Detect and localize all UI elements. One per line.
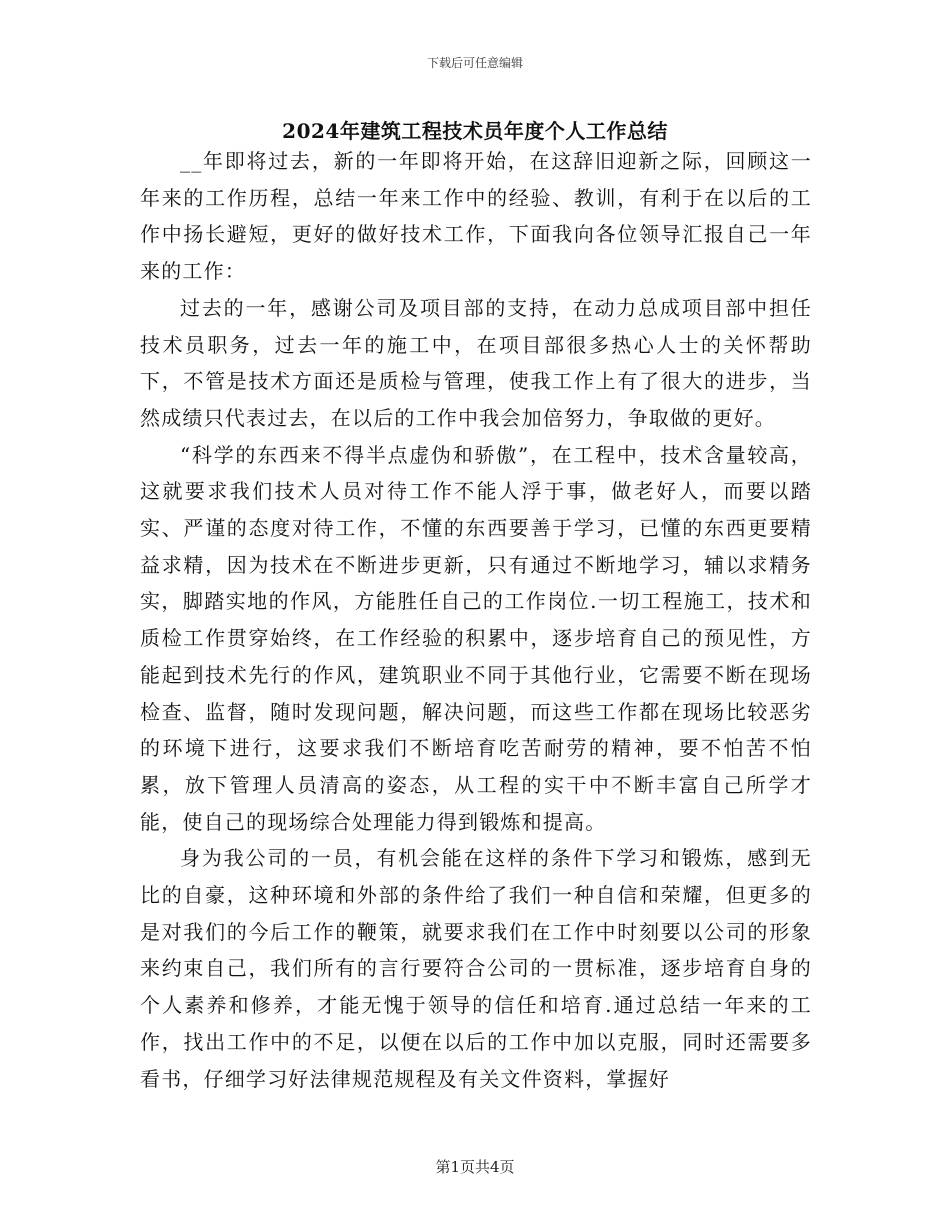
paragraph-intro: __年即将过去，新的一年即将开始，在这辞旧迎新之际，回顾这一年来的工作历程，总结一年来工作中的经验、教训，有利于在以后的工作中扬长避短，更好的做好技术工作，下面我向各位领导汇报自己一年来的工作： bbox=[140, 149, 812, 284]
paragraph-company: 身为我公司的一员，有机会能在这样的条件下学习和锻炼，感到无比的自豪，这种环境和外部的条件给了我们一种自信和荣耀，但更多的是对我们的今后工作的鞭策，就要求我们在工作中时刻要以公司的形象来约束自己，我们所有的言行要符合公司的一贯标准，逐步培育自身的个人素养和修养，才能无愧于领导的信任和培育.通过总结一年来的工作，找出工作中的不足，以便在以后的工作中加以克服，同时还需要多看书，仔细学习好法律规范规程及有关文件资料，掌握好 bbox=[140, 846, 812, 1091]
page-number: 第1页共4页 bbox=[435, 1158, 515, 1176]
document-body bbox=[140, 143, 812, 1097]
paragraph-science: “科学的东西来不得半点虚伪和骄傲”，在工程中，技术含量较高，这就要求我们技术人员对待工作不能人浮于事，做老好人，而要以踏实、严谨的态度对待工作，不懂的东西要善于学习，已懂的东西更要精益求精，因为技术在不断进步更新，只有通过不断地学习，辅以求精务实，脚踏实地的作风，方能胜任自己的工作岗位.一切工程施工，技术和质检工作贯穿始终，在工作经验的积累中，逐步培育自己的预见性，方能起到技术先行的作风，建筑职业不同于其他行业，它需要不断在现场检查、监督，随时发现问题，解决问题，而这些工作都在现场比较恶劣的环境下进行，这要求我们不断培育吃苦耐劳的精神，要不怕苦不怕累，放下管理人员清高的姿态，从工程的实干中不断丰富自己所学才能，使自己的现场综合处理能力得到锻炼和提高。 bbox=[140, 442, 812, 834]
paragraph-thanks: 过去的一年，感谢公司及项目部的支持，在动力总成项目部中担任技术员职务，过去一年的施工中，在项目部很多热心人士的关怀帮助下，不管是技术方面还是质检与管理，使我工作上有了很大的进步，当然成绩只代表过去，在以后的工作中我会加倍努力，争取做的更好。 bbox=[140, 295, 812, 430]
header-note: 下载后可任意编辑 bbox=[426, 56, 523, 70]
document-title: 2024年建筑工程技术员年度个人工作总结 bbox=[282, 119, 668, 143]
